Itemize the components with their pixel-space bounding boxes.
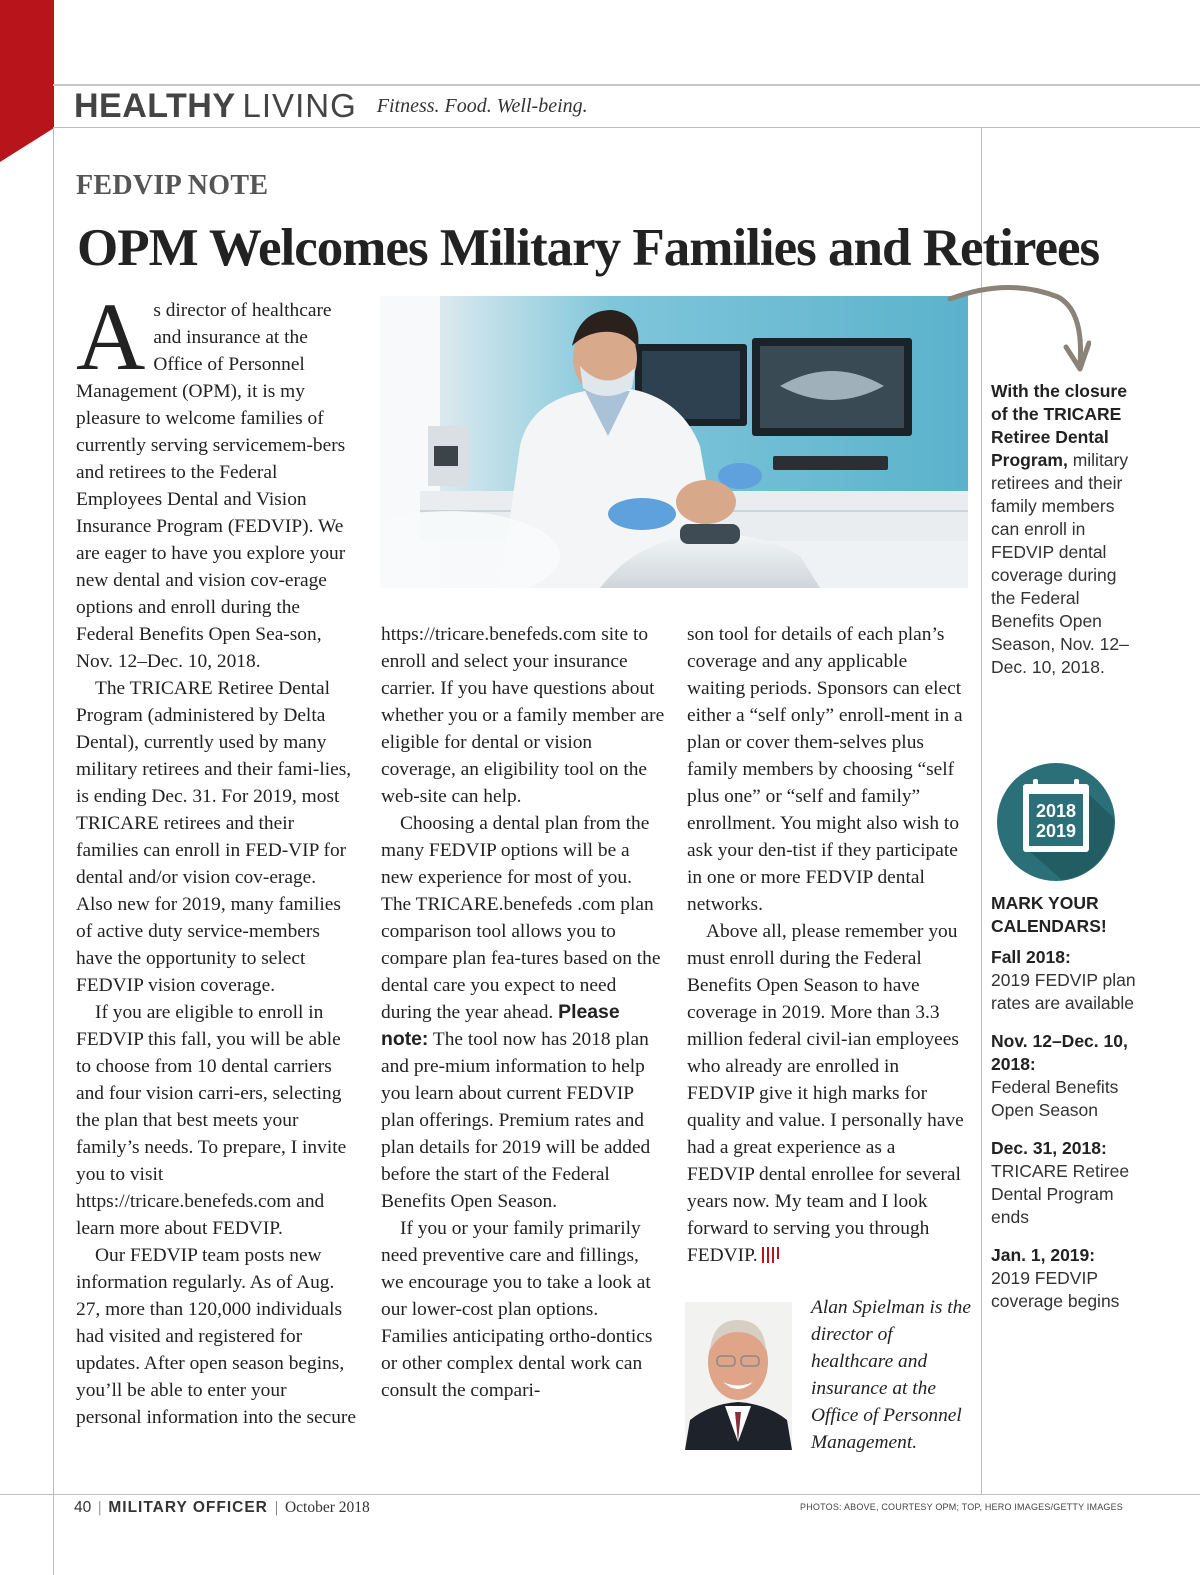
calendar-title: MARK YOUR CALENDARS! xyxy=(991,893,1107,936)
end-mark-icon xyxy=(762,1247,779,1263)
callout-text: military retirees and their family members can enroll in FEDVIP dental coverage during the Federal Benefits Open Season, Nov. 12–Dec. 10, 2018. xyxy=(991,450,1129,677)
curved-arrow-icon xyxy=(946,283,1091,375)
calendar-date: Nov. 12–Dec. 10, 2018: xyxy=(991,1031,1128,1074)
page-number: 40 xyxy=(74,1499,92,1516)
section-tagline: Fitness. Food. Well-being. xyxy=(376,94,588,117)
calendar-text: 2019 FEDVIP coverage begins xyxy=(991,1268,1120,1311)
dentist-photo xyxy=(380,296,968,588)
article-column-1 xyxy=(76,283,356,1431)
calendar-text: TRICARE Retiree Dental Program ends xyxy=(991,1161,1130,1227)
paragraph: Our FEDVIP team posts new information regularly. As of Aug. 27, more than 120,000 individuals had visited and registered for updates. After open season begins, you’ll be able to enter your personal information into the secure xyxy=(76,1245,356,1428)
section-color-tab xyxy=(0,0,54,162)
footer-separator: | xyxy=(274,1499,278,1516)
paragraph: son tool for details of each plan’s coverage and any applicable waiting periods. Sponsors can elect either a “self only” enroll-ment in a plan or cover them-selves plus family members by choosing “self plus one” or “self and family” enrollment. You might also wish to ask your den-tist if they participate in one or more FEDVIP dental networks. xyxy=(687,624,963,915)
calendar-item xyxy=(991,1244,1151,1313)
photo-credits: PHOTOS: ABOVE, COURTESY OPM; TOP, HERO IMAGES/GETTY IMAGES xyxy=(800,1502,1124,1512)
section-name-bold: HEALTHY xyxy=(74,86,236,125)
paragraph: Above all, please remember you must enroll during the Federal Benefits Open Season to have coverage in 2019. More than 3.3 million federal civil-ian employees who already are enrolled in FEDVIP give it high marks for quality and value. I personally have had a great experience as a FEDVIP dental enrollee for several years now. My team and I look forward to serving you through FEDVIP. xyxy=(687,921,964,1266)
article-column-3 xyxy=(687,621,965,1269)
paragraph: https://tricare.benefeds.com site to enroll and select your insurance carrier. If you have questions about whether you or a family member are eligible for dental or vision coverage, an eligibility tool on the web-site can help. xyxy=(381,624,665,807)
calendar-date: Fall 2018: xyxy=(991,947,1071,967)
calendar-date: Dec. 31, 2018: xyxy=(991,1138,1107,1158)
calendar-item xyxy=(991,1137,1151,1229)
section-header xyxy=(74,86,588,126)
issue-date: October 2018 xyxy=(284,1499,370,1516)
intro-text: s director of healthcare and insurance at the Office of Personnel Management (OPM), it is my pleasure to welcome families of currently serving servicemem-bers and retirees to the Federal Employees Dental and Vision Insurance Program (FEDVIP). We are eager to have you explore your new dental and vision cov-erage options and enroll during the Federal Benefits Open Sea-son, Nov. 12–Dec. 10, 2018. xyxy=(76,300,346,672)
article-column-2 xyxy=(381,621,665,1404)
intro-paragraph xyxy=(76,283,356,675)
paragraph: If you are eligible to enroll in FEDVIP this fall, you will be able to choose from 10 dental carriers and four vision carri-ers, selecting the plan that best meets your family’s needs. To prepare, I invite you to visit https://tricare.benefeds.com and learn more about FEDVIP. xyxy=(76,1002,347,1239)
author-bio: Alan Spielman is the director of healthcare and insurance at the Office of Personnel Management. xyxy=(811,1297,971,1453)
paragraph: Choosing a dental plan from the many FEDVIP options will be a new experience for most of you. The TRICARE.benefeds .com plan comparison tool allows you to compare plan fea-tures based on the dental care you expect to need during the year ahead. Please note: The tool now has 2018 plan and pre-mium information to help you learn about current FEDVIP plan offerings. Premium rates and plan details for 2019 will be added before the start of the Federal Benefits Open Season. xyxy=(381,813,661,1212)
calendar-icon xyxy=(996,762,1116,882)
header-rule xyxy=(53,127,1200,128)
footer-rule xyxy=(0,1494,1200,1495)
calendar-item xyxy=(991,1030,1151,1122)
note-label: Please note: xyxy=(381,1001,620,1050)
article-headline: OPM Welcomes Military Families and Retirees xyxy=(77,219,1100,277)
magazine-name: MILITARY OFFICER xyxy=(108,1499,268,1516)
key-dates-list xyxy=(991,892,1151,1328)
paragraph: If you or your family primarily need preventive care and fillings, we encourage you to take a look at our lower-cost plan options. Families anticipating ortho-dontics or other complex dental work can consult the compari- xyxy=(381,1218,653,1401)
drop-cap: A xyxy=(76,283,146,390)
calendar-item xyxy=(991,946,1151,1015)
section-name-light: LIVING xyxy=(242,87,357,124)
calendar-date: Jan. 1, 2019: xyxy=(991,1245,1096,1265)
footer-separator: | xyxy=(98,1499,102,1516)
page-footer xyxy=(74,1497,370,1519)
calendar-icon-year-2: 2019 xyxy=(1035,821,1077,841)
calendar-text: Federal Benefits Open Season xyxy=(991,1077,1119,1120)
calendar-text: 2019 FEDVIP plan rates are available xyxy=(991,970,1136,1013)
calendar-icon-year-1: 2018 xyxy=(1035,801,1077,821)
sidebar-callout xyxy=(991,380,1131,679)
article-kicker: FEDVIP NOTE xyxy=(76,170,269,201)
callout-lead: With the closure of the TRICARE Retiree Dental Program, xyxy=(991,381,1127,470)
author-portrait xyxy=(685,1302,792,1450)
paragraph: The TRICARE Retiree Dental Program (administered by Delta Dental), currently used by many military retirees and their fami-lies, is ending Dec. 31. For 2019, most TRICARE retirees and their families can enroll in FED-VIP for dental and/or vision cov-erage. Also new for 2019, many families of active duty service-members have the opportunity to select FEDVIP vision coverage. xyxy=(76,678,352,996)
left-frame-rule xyxy=(53,128,54,1575)
